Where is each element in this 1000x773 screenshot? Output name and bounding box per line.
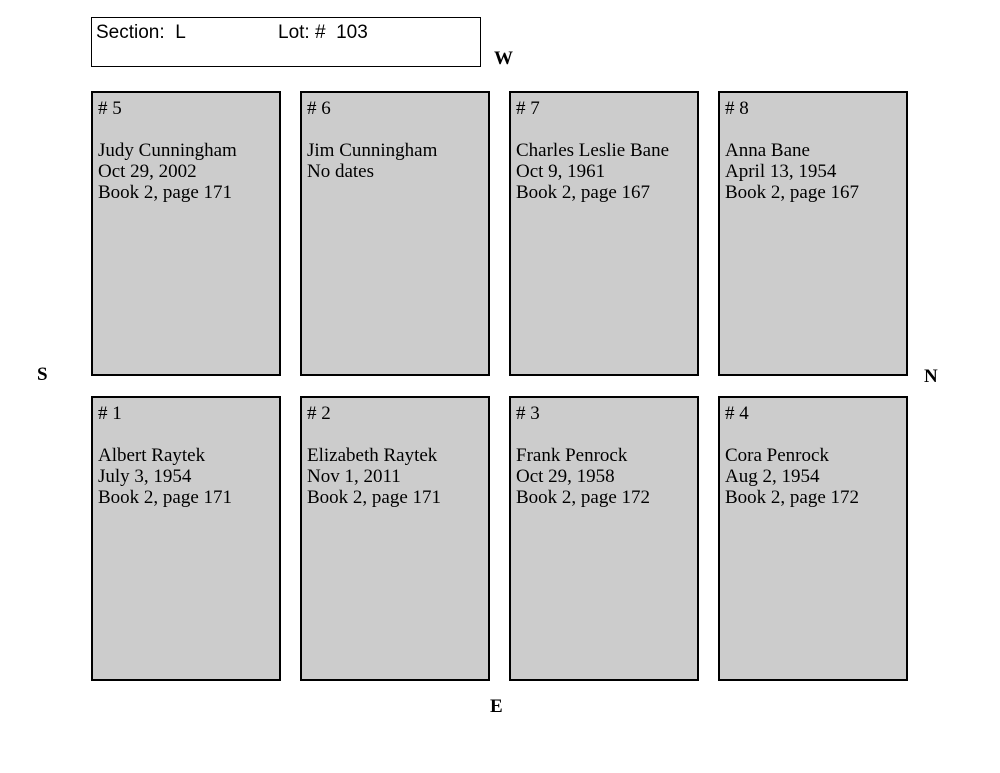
plot-date: No dates — [307, 161, 375, 182]
plot-number: # 8 — [725, 98, 749, 119]
compass-north: N — [924, 366, 938, 387]
plot-number: # 1 — [98, 403, 122, 424]
plot-number: # 7 — [516, 98, 540, 119]
plot-name: Albert Raytek — [98, 445, 206, 466]
compass-east: E — [490, 696, 503, 717]
plot-record: Book 2, page 172 — [725, 487, 860, 508]
plot-name: Anna Bane — [725, 140, 810, 161]
plot-date: Oct 29, 2002 — [98, 161, 197, 182]
plot-date: Oct 9, 1961 — [516, 161, 606, 182]
lot-label: Lot: # 103 — [278, 22, 368, 43]
plot-number: # 4 — [725, 403, 749, 424]
compass-south: S — [37, 364, 48, 385]
section-lot-header — [91, 17, 481, 67]
plot-date: Oct 29, 1958 — [516, 466, 615, 487]
plot-number: # 3 — [516, 403, 540, 424]
plot-number: # 6 — [307, 98, 331, 119]
plot-record: Book 2, page 171 — [98, 182, 233, 203]
plot-date: Aug 2, 1954 — [725, 466, 820, 487]
plot-record: Book 2, page 167 — [725, 182, 860, 203]
plot-record: Book 2, page 167 — [516, 182, 651, 203]
plot-date: Nov 1, 2011 — [307, 466, 401, 487]
plot-3 — [509, 396, 699, 681]
plot-6 — [300, 91, 490, 376]
plot-name: Charles Leslie Bane — [516, 140, 670, 161]
plot-8 — [718, 91, 908, 376]
plot-date: July 3, 1954 — [98, 466, 192, 487]
plot-2 — [300, 396, 490, 681]
plot-record: Book 2, page 171 — [98, 487, 233, 508]
compass-west: W — [494, 48, 513, 69]
plot-date: April 13, 1954 — [725, 161, 837, 182]
section-label: Section: L — [96, 22, 186, 43]
plot-record: Book 2, page 172 — [516, 487, 651, 508]
plot-name: Judy Cunningham — [98, 140, 237, 161]
plot-5 — [91, 91, 281, 376]
plot-record: Book 2, page 171 — [307, 487, 442, 508]
plot-number: # 5 — [98, 98, 122, 119]
plot-name: Jim Cunningham — [307, 140, 438, 161]
plot-number: # 2 — [307, 403, 331, 424]
plot-name: Cora Penrock — [725, 445, 829, 466]
plot-1 — [91, 396, 281, 681]
plot-name: Frank Penrock — [516, 445, 628, 466]
plot-name: Elizabeth Raytek — [307, 445, 438, 466]
plot-7 — [509, 91, 699, 376]
plot-4 — [718, 396, 908, 681]
